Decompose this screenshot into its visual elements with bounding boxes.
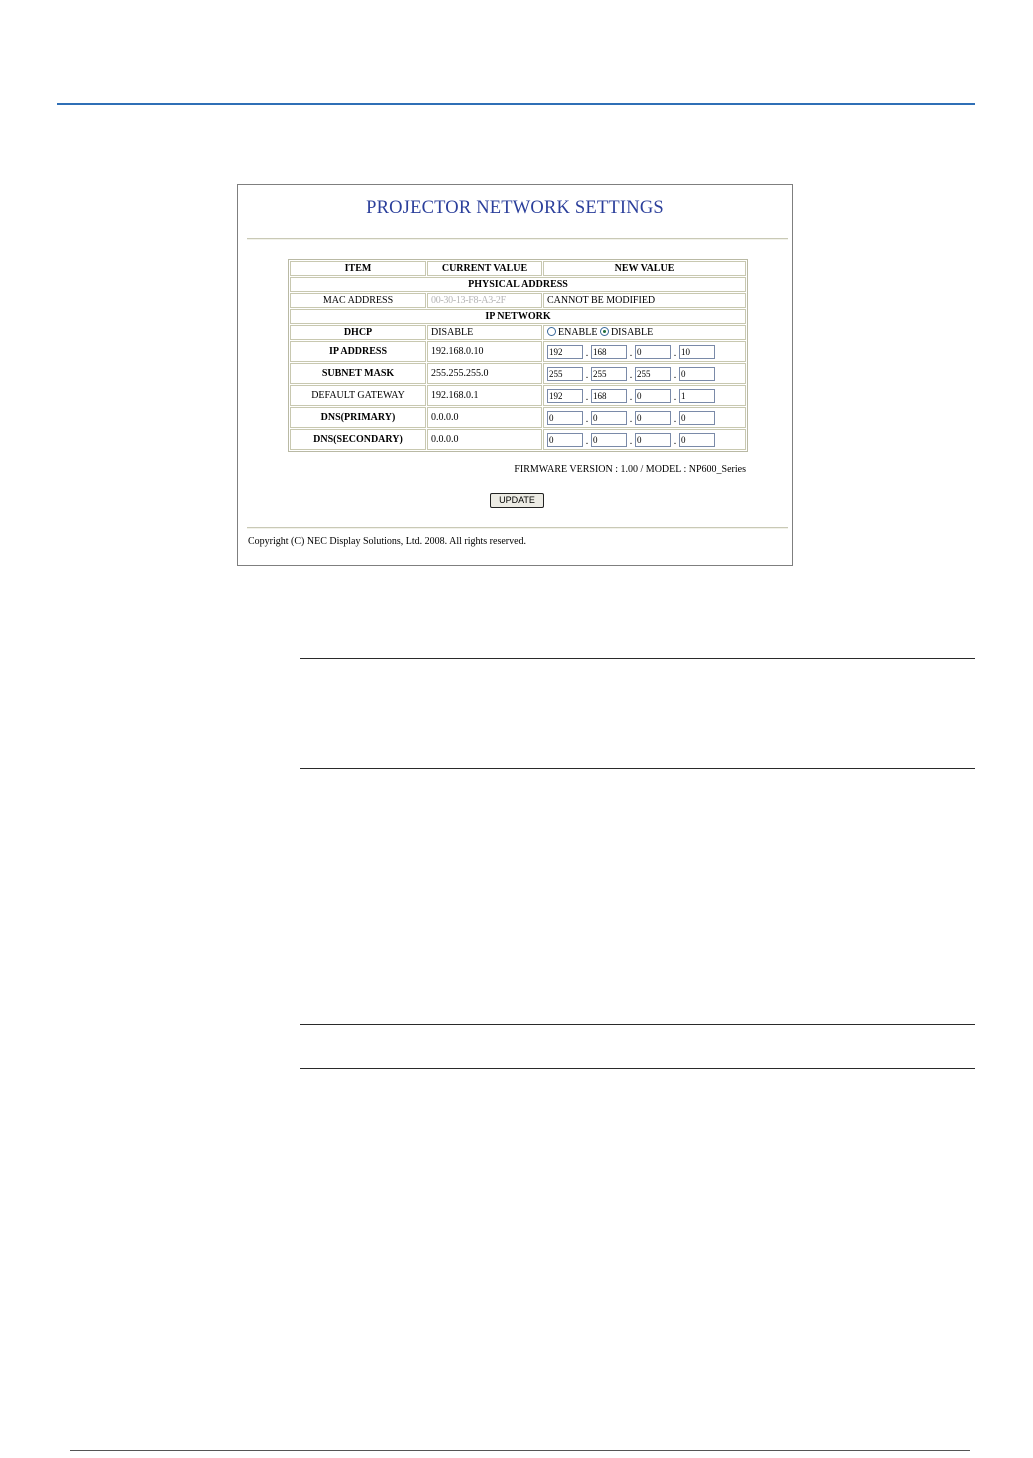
mac-address-current: 00-30-13-F8-A3-2F	[427, 293, 542, 308]
dns-primary-octet-4[interactable]: 0	[679, 411, 715, 425]
dns-secondary-current: 0.0.0.0	[427, 429, 542, 450]
note-rule-bottom	[300, 768, 975, 769]
ip-address-label: IP ADDRESS	[290, 341, 426, 362]
ip-address-current: 192.168.0.10	[427, 341, 542, 362]
table-row	[290, 429, 746, 450]
table-header-row	[290, 261, 746, 276]
default-gateway-label: DEFAULT GATEWAY	[290, 385, 426, 406]
subnet-mask-octet-1[interactable]: 255	[547, 367, 583, 381]
footer-divider	[247, 527, 788, 529]
octet-separator: .	[585, 347, 589, 359]
page-footer-rule	[70, 1450, 970, 1451]
table-row	[290, 385, 746, 406]
default-gateway-octet-1[interactable]: 192	[547, 389, 583, 403]
octet-separator: .	[673, 391, 677, 403]
dhcp-current: DISABLE	[427, 325, 542, 340]
dns-secondary-new	[543, 429, 746, 450]
header-current-value: CURRENT VALUE	[427, 261, 542, 276]
octet-separator: .	[673, 413, 677, 425]
ip-address-octet-4[interactable]: 10	[679, 345, 715, 359]
dns-primary-octet-1[interactable]: 0	[547, 411, 583, 425]
octet-separator: .	[629, 435, 633, 447]
ip-address-new	[543, 341, 746, 362]
dns-primary-current: 0.0.0.0	[427, 407, 542, 428]
octet-separator: .	[629, 347, 633, 359]
table-row	[290, 407, 746, 428]
section-row	[290, 277, 746, 292]
copyright-text: Copyright (C) NEC Display Solutions, Ltd. 2008. All rights reserved.	[248, 536, 527, 547]
note-rule-top-2	[300, 1024, 975, 1025]
octet-separator: .	[673, 435, 677, 447]
physical-address-section: PHYSICAL ADDRESS	[290, 277, 746, 292]
octet-separator: .	[585, 413, 589, 425]
ip-address-octet-2[interactable]: 168	[591, 345, 627, 359]
default-gateway-octet-4[interactable]: 1	[679, 389, 715, 403]
page-title: PROJECTOR NETWORK SETTINGS	[366, 198, 664, 218]
table-row	[290, 363, 746, 384]
octet-separator: .	[673, 369, 677, 381]
title-divider	[247, 238, 788, 240]
network-settings-screenshot	[237, 184, 793, 566]
dhcp-enable-label: ENABLE	[558, 327, 598, 338]
dns-secondary-octet-4[interactable]: 0	[679, 433, 715, 447]
default-gateway-new	[543, 385, 746, 406]
update-button[interactable]: UPDATE	[490, 493, 544, 508]
octet-separator: .	[629, 391, 633, 403]
header-new-value: NEW VALUE	[543, 261, 746, 276]
table-row	[290, 325, 746, 340]
dns-secondary-label: DNS(SECONDARY)	[290, 429, 426, 450]
octet-separator: .	[629, 369, 633, 381]
default-gateway-octet-3[interactable]: 0	[635, 389, 671, 403]
dhcp-label: DHCP	[290, 325, 426, 340]
dns-secondary-octet-2[interactable]: 0	[591, 433, 627, 447]
dhcp-disable-label: DISABLE	[610, 327, 654, 338]
subnet-mask-new	[543, 363, 746, 384]
octet-separator: .	[629, 413, 633, 425]
dhcp-new	[543, 325, 746, 340]
dns-primary-octet-3[interactable]: 0	[635, 411, 671, 425]
ip-address-octet-1[interactable]: 192	[547, 345, 583, 359]
subnet-mask-octet-2[interactable]: 255	[591, 367, 627, 381]
ip-address-octet-3[interactable]: 0	[635, 345, 671, 359]
octet-separator: .	[585, 435, 589, 447]
table-row	[290, 341, 746, 362]
table-row	[290, 293, 746, 308]
subnet-mask-octet-4[interactable]: 0	[679, 367, 715, 381]
section-row	[290, 309, 746, 324]
settings-table	[288, 259, 748, 452]
subnet-mask-octet-3[interactable]: 255	[635, 367, 671, 381]
subnet-mask-current: 255.255.255.0	[427, 363, 542, 384]
dns-primary-octet-2[interactable]: 0	[591, 411, 627, 425]
dns-secondary-octet-3[interactable]: 0	[635, 433, 671, 447]
dhcp-disable-radio[interactable]	[600, 327, 609, 336]
dns-primary-new	[543, 407, 746, 428]
dns-primary-label: DNS(PRIMARY)	[290, 407, 426, 428]
header-item: ITEM	[290, 261, 426, 276]
dhcp-enable-radio[interactable]	[547, 327, 556, 336]
default-gateway-octet-2[interactable]: 168	[591, 389, 627, 403]
octet-separator: .	[585, 391, 589, 403]
firmware-version: FIRMWARE VERSION : 1.00 / MODEL : NP600_Series	[514, 464, 746, 475]
dns-secondary-octet-1[interactable]: 0	[547, 433, 583, 447]
octet-separator: .	[673, 347, 677, 359]
ip-network-section: IP NETWORK	[290, 309, 746, 324]
default-gateway-current: 192.168.0.1	[427, 385, 542, 406]
mac-address-label: MAC ADDRESS	[290, 293, 426, 308]
subnet-mask-label: SUBNET MASK	[290, 363, 426, 384]
note-rule-top	[300, 658, 975, 659]
header-rule	[57, 103, 975, 105]
octet-separator: .	[585, 369, 589, 381]
note-rule-bottom-2	[300, 1068, 975, 1069]
mac-address-new: CANNOT BE MODIFIED	[543, 293, 746, 308]
